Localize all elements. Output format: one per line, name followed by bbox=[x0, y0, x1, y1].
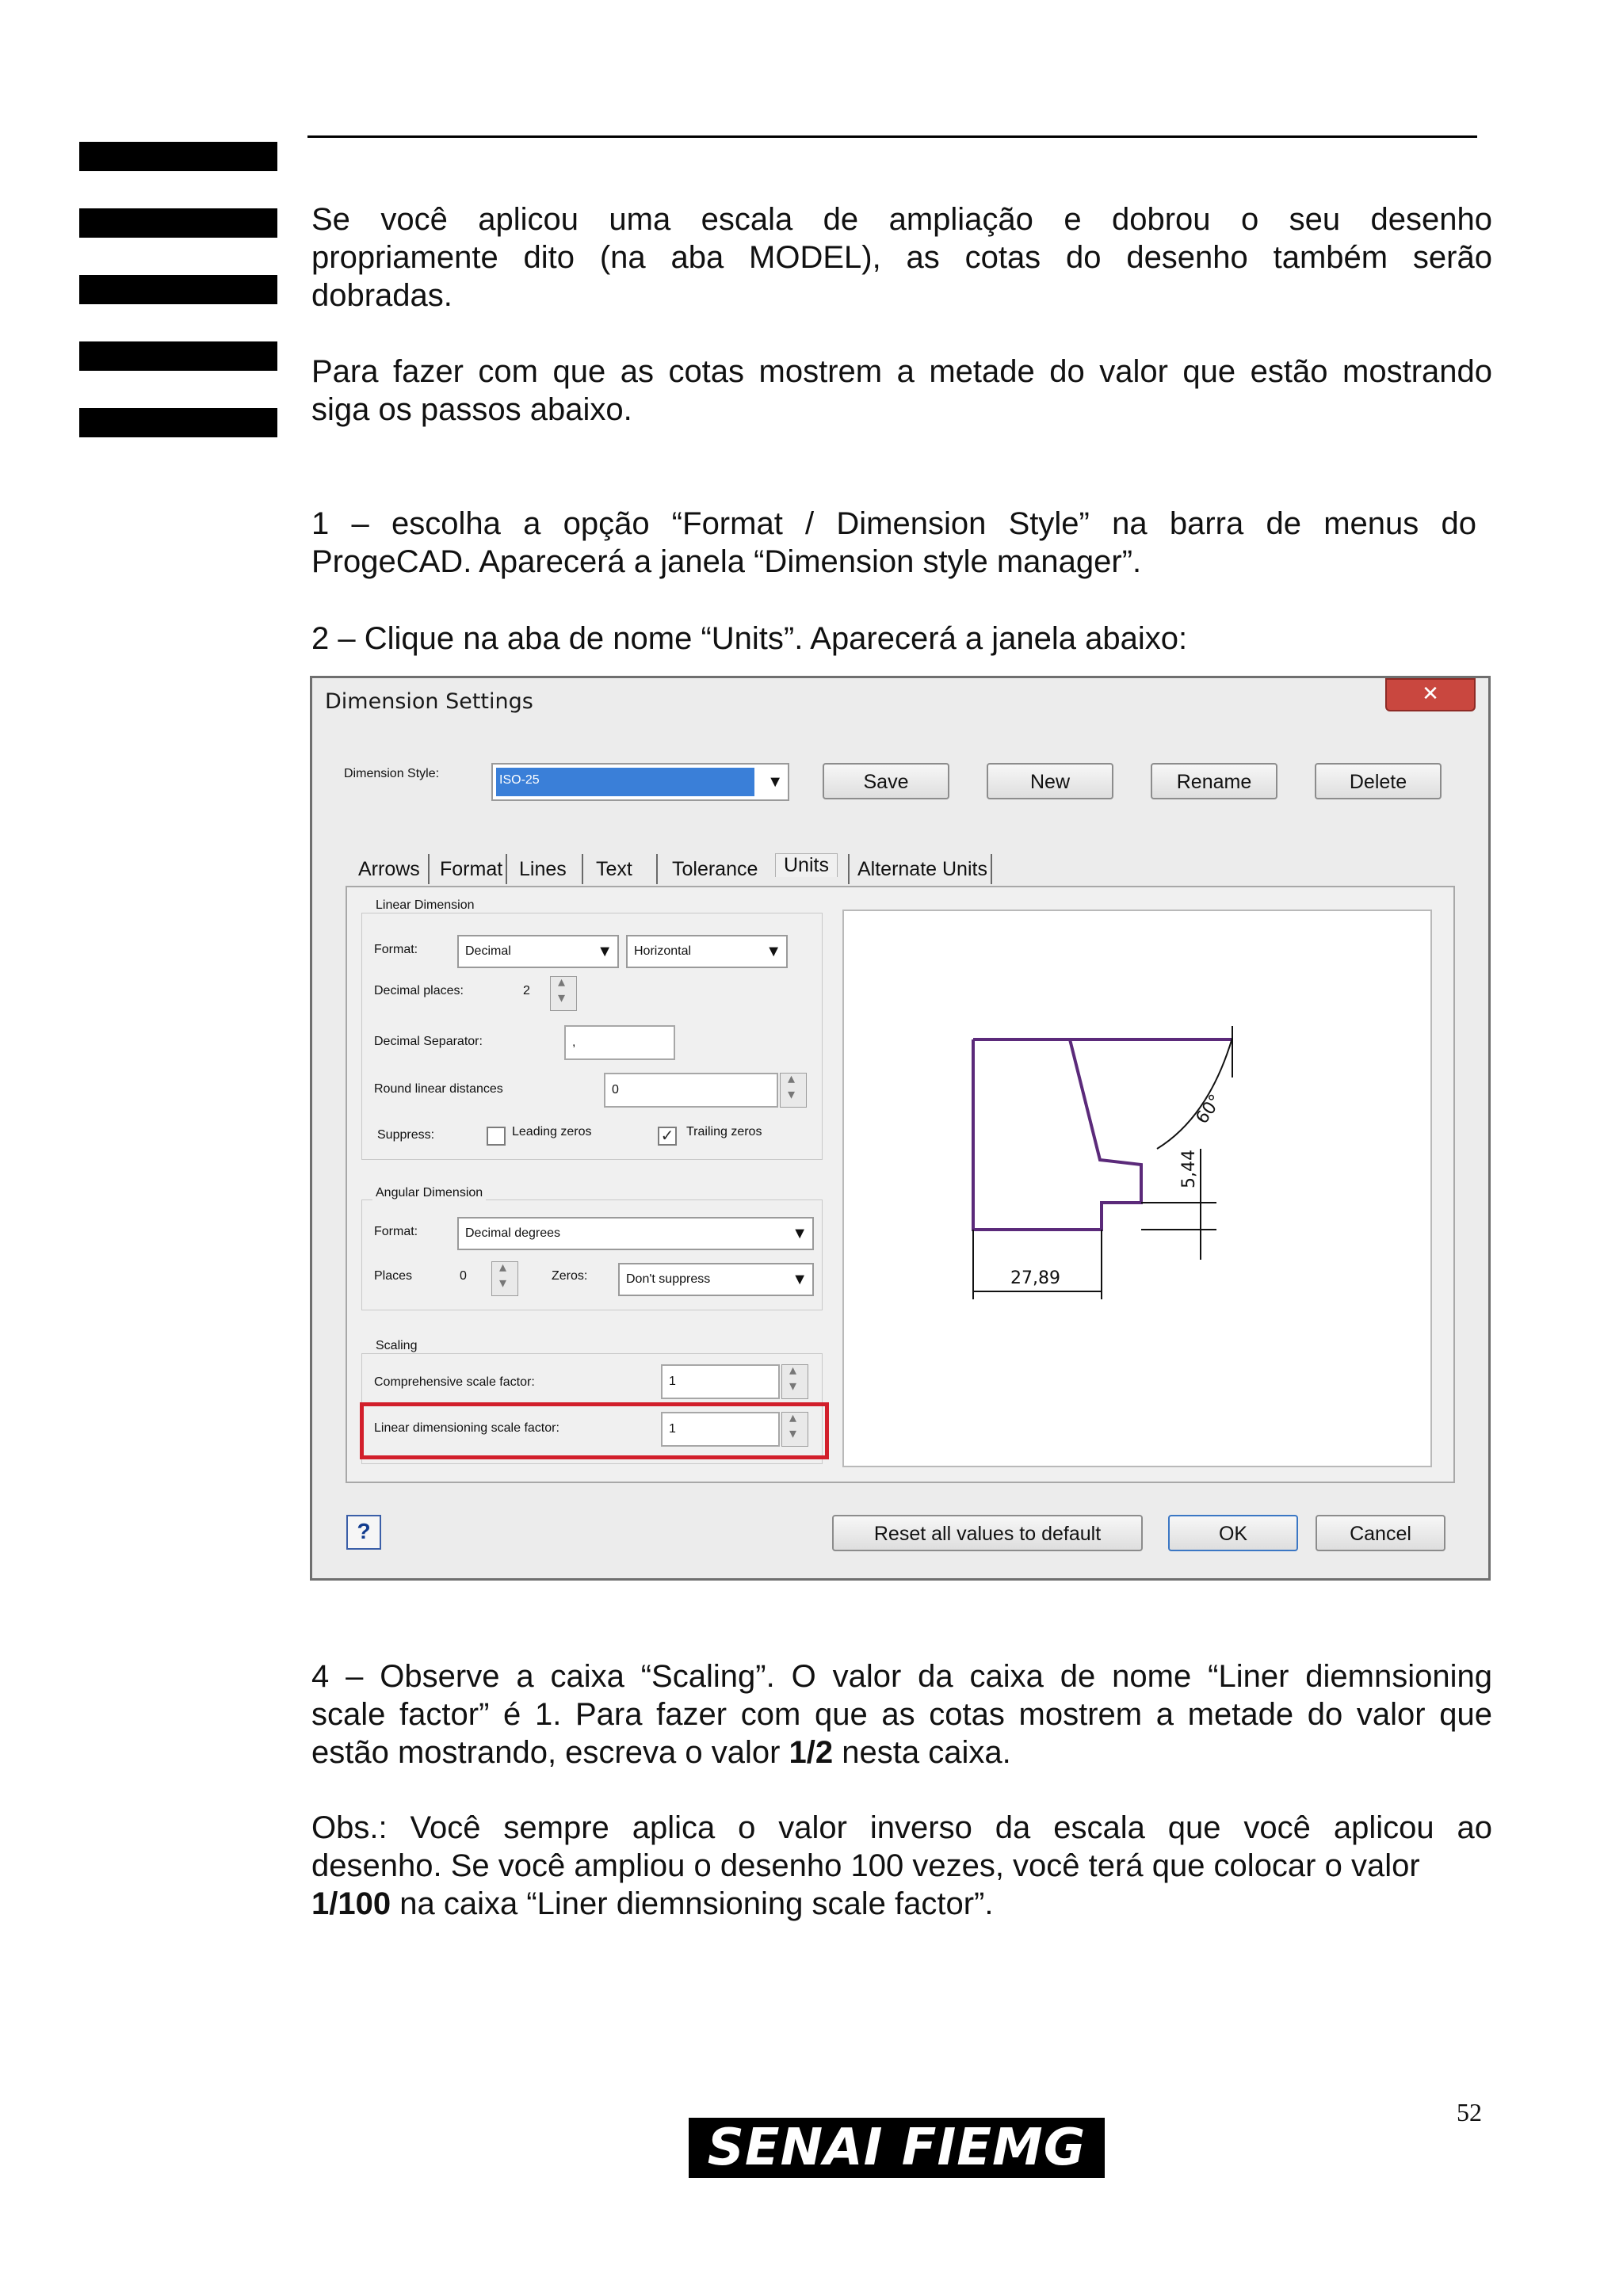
tab-alternate-units[interactable]: Alternate Units bbox=[857, 858, 987, 880]
round-distances-stepper[interactable] bbox=[780, 1073, 807, 1108]
tab-lines[interactable]: Lines bbox=[519, 858, 567, 880]
chevron-down-icon: ▼ bbox=[792, 1271, 808, 1288]
help-button[interactable]: ? bbox=[346, 1515, 381, 1550]
dialog-title: Dimension Settings bbox=[325, 689, 533, 714]
preview-drawing bbox=[844, 911, 1430, 1466]
trailing-zeros-label: Trailing zeros bbox=[686, 1125, 762, 1138]
decimal-places-stepper[interactable] bbox=[550, 976, 577, 1011]
tab-units[interactable]: Units bbox=[775, 853, 838, 877]
tab-text[interactable]: Text bbox=[596, 858, 632, 880]
page-number: 52 bbox=[1457, 2098, 1482, 2126]
obs-line3: 1/100 na caixa “Liner diemnsioning scale factor”. bbox=[311, 1886, 994, 1921]
part-outline bbox=[973, 1039, 1141, 1230]
paragraph-intro: Se você aplicou uma escala de ampliação e dobrou o seu desenho propriamente dito (na aba MODEL), as cotas do desenho também serão dobradas. bbox=[311, 202, 1492, 313]
linear-scale-label: Linear dimensioning scale factor: bbox=[374, 1421, 559, 1435]
decimal-places-label: Decimal places: bbox=[374, 984, 464, 997]
angular-format-label: Format: bbox=[374, 1225, 418, 1238]
reset-defaults-button[interactable]: Reset all values to default bbox=[832, 1515, 1143, 1551]
step-4-line3: estão mostrando, escreva o valor 1/2 nesta caixa. bbox=[311, 1735, 1011, 1770]
ok-button[interactable]: OK bbox=[1168, 1515, 1298, 1551]
linear-scale-input[interactable]: 1 bbox=[661, 1412, 780, 1447]
angular-dimension-heading: Angular Dimension bbox=[372, 1186, 486, 1200]
tab-divider bbox=[506, 854, 507, 884]
vertical-dimension-text: 5,44 bbox=[1179, 1150, 1199, 1188]
comprehensive-scale-label: Comprehensive scale factor: bbox=[374, 1375, 535, 1389]
decorative-bar bbox=[79, 275, 277, 304]
tab-divider bbox=[848, 854, 850, 884]
paragraph-instructions: Para fazer com que as cotas mostrem a metade do valor que estão mostrando siga os passos abaixo. bbox=[311, 354, 1492, 427]
places-value[interactable]: 0 bbox=[460, 1269, 467, 1283]
new-button[interactable]: New bbox=[987, 763, 1113, 799]
chevron-down-icon: ▼ bbox=[767, 773, 783, 791]
chevron-down-icon: ▼ bbox=[792, 1225, 808, 1242]
places-stepper[interactable] bbox=[491, 1261, 518, 1296]
round-distances-label: Round linear distances bbox=[374, 1082, 503, 1096]
trailing-zeros-checkbox[interactable]: ✓ bbox=[658, 1127, 677, 1146]
linear-orientation-select[interactable]: Horizontal ▼ bbox=[626, 935, 788, 968]
tab-format[interactable]: Format bbox=[440, 858, 503, 880]
decorative-bar bbox=[79, 142, 277, 171]
suppress-label: Suppress: bbox=[377, 1128, 435, 1142]
dimension-style-label: Dimension Style: bbox=[344, 767, 440, 780]
chevron-down-icon: ▼ bbox=[766, 943, 781, 960]
zeros-label: Zeros: bbox=[552, 1269, 588, 1283]
decorative-bar bbox=[79, 408, 277, 437]
decimal-places-value[interactable]: 2 bbox=[523, 984, 530, 997]
tab-tolerance[interactable]: Tolerance bbox=[672, 858, 758, 880]
highlight-box bbox=[360, 1402, 829, 1459]
dimension-style-select[interactable]: ISO-25 ▼ bbox=[491, 763, 789, 801]
step-4: 4 – Observe a caixa “Scaling”. O valor da caixa de nome “Liner diemnsioning scale factor” é 1. Para fazer com que as cotas mostrem a metade do valor que estão mostrando, escreva o valor 1/2 nesta caixa. bbox=[311, 1659, 1492, 1770]
decimal-separator-input[interactable]: , bbox=[564, 1025, 675, 1060]
decorative-bar bbox=[79, 208, 277, 238]
tab-divider bbox=[582, 854, 583, 884]
tab-arrows[interactable]: Arrows bbox=[358, 858, 420, 880]
delete-button[interactable]: Delete bbox=[1315, 763, 1442, 799]
header-rule bbox=[307, 135, 1477, 138]
senai-fiemg-logo: SENAI FIEMG bbox=[689, 2118, 1105, 2178]
angular-format-select[interactable]: Decimal degrees ▼ bbox=[457, 1217, 814, 1250]
tab-divider bbox=[428, 854, 430, 884]
tab-divider bbox=[991, 854, 992, 884]
step-1: 1 – escolha a opção “Format / Dimension Style” na barra de menus do ProgeCAD. Aparecerá a janela “Dimension style manager”. bbox=[311, 506, 1476, 579]
chevron-down-icon: ▼ bbox=[597, 943, 613, 960]
horizontal-dimension-text: 27,89 bbox=[1010, 1268, 1060, 1288]
decorative-bar bbox=[79, 341, 277, 371]
close-button[interactable]: ✕ bbox=[1385, 678, 1476, 711]
linear-format-label: Format: bbox=[374, 943, 418, 956]
leading-zeros-label: Leading zeros bbox=[512, 1125, 592, 1138]
observation: Obs.: Você sempre aplica o valor inverso da escala que você aplicou ao desenho. Se você ampliou o desenho 100 vezes, você terá que colocar o valor 1/100 na caixa “Liner diemnsioning scale factor”. bbox=[311, 1810, 1492, 1921]
comprehensive-scale-input[interactable]: 1 bbox=[661, 1364, 780, 1399]
leading-zeros-checkbox[interactable] bbox=[487, 1127, 506, 1146]
comprehensive-scale-stepper[interactable] bbox=[781, 1364, 808, 1399]
save-button[interactable]: Save bbox=[823, 763, 949, 799]
step-2: 2 – Clique na aba de nome “Units”. Aparecerá a janela abaixo: bbox=[311, 621, 1188, 656]
zeros-select[interactable]: Don't suppress ▼ bbox=[618, 1263, 814, 1296]
linear-format-select[interactable]: Decimal ▼ bbox=[457, 935, 619, 968]
tab-divider bbox=[656, 854, 658, 884]
linear-dimension-heading: Linear Dimension bbox=[372, 898, 478, 913]
round-distances-input[interactable]: 0 bbox=[604, 1073, 778, 1108]
dimension-preview bbox=[842, 910, 1432, 1467]
decimal-separator-label: Decimal Separator: bbox=[374, 1035, 483, 1048]
angle-dimension-text: 60° bbox=[1192, 1091, 1227, 1128]
rename-button[interactable]: Rename bbox=[1151, 763, 1277, 799]
cancel-button[interactable]: Cancel bbox=[1316, 1515, 1445, 1551]
scaling-heading: Scaling bbox=[372, 1339, 420, 1353]
places-label: Places bbox=[374, 1269, 413, 1283]
angle-arc bbox=[1157, 1038, 1232, 1149]
